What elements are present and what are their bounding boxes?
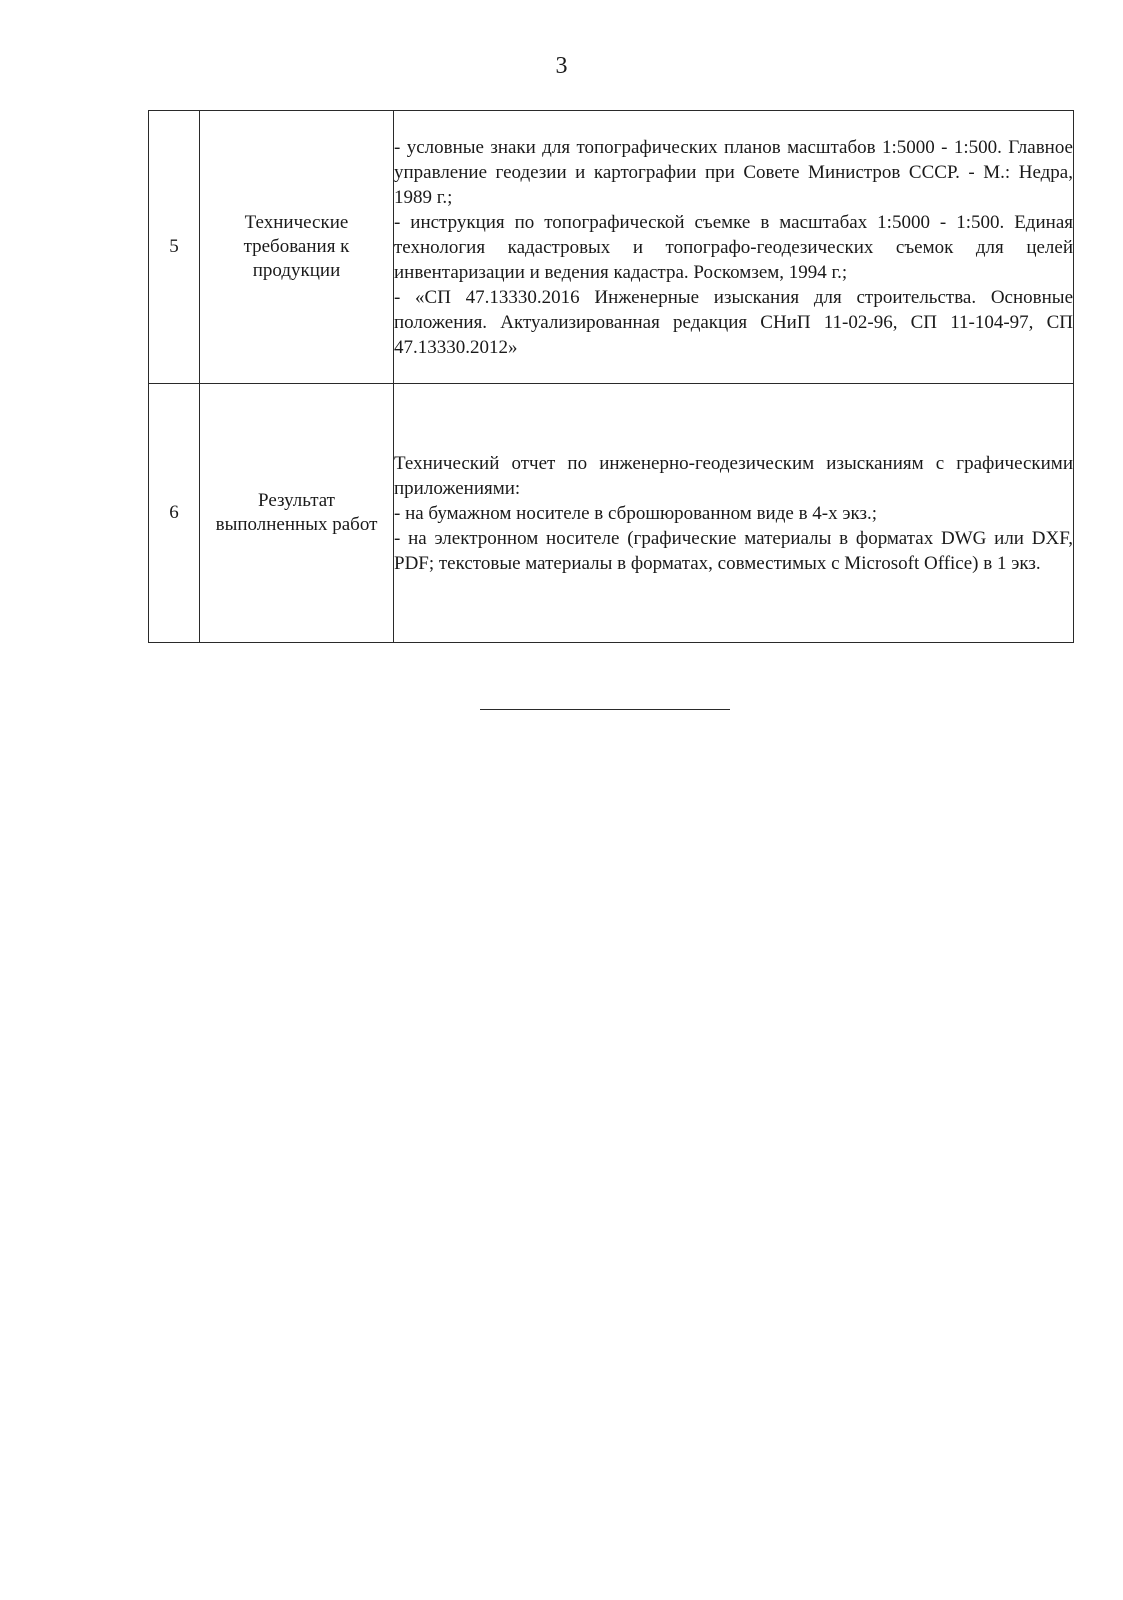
page-number: 3 — [555, 53, 568, 79]
description-line: - условные знаки для топографических планов масштабов 1:5000 - 1:500. Главное управление геодезии и картографии при Совете Министров СССР. - М.: Недра, 1989 г.; — [394, 136, 1073, 208]
row-description — [394, 384, 1074, 643]
row-number: 6 — [149, 384, 200, 643]
requirements-table — [148, 110, 1074, 643]
table-row — [149, 384, 1074, 643]
row-number: 5 — [149, 111, 200, 384]
description-line: Технический отчет по инженерно-геодезическим изысканиям с графическими приложениями: — [394, 452, 1073, 499]
table-row — [149, 111, 1074, 384]
description-line: - на бумажном носителе в сброшюрованном виде в 4-х экз.; — [394, 502, 878, 524]
row-name: Технические требования к продукции — [200, 111, 394, 384]
row-name: Результат выполненных работ — [200, 384, 394, 643]
description-line: - «СП 47.13330.2016 Инженерные изыскания для строительства. Основные положения. Актуализированная редакция СНиП 11-02-96, СП 11-104-97, СП 47.13330.2012» — [394, 286, 1073, 358]
row-description — [394, 111, 1074, 384]
description-line: - на электронном носителе (графические материалы в форматах DWG или DXF, PDF; текстовые материалы в форматах, совместимых с Microsoft Office) в 1 экз. — [394, 527, 1073, 574]
end-divider — [480, 709, 730, 710]
description-line: - инструкция по топографической съемке в масштабах 1:5000 - 1:500. Единая технология кадастровых и топографо-геодезических съемок для целей инвентаризации и ведения кадастра. Роскомзем, 1994 г.; — [394, 211, 1073, 283]
